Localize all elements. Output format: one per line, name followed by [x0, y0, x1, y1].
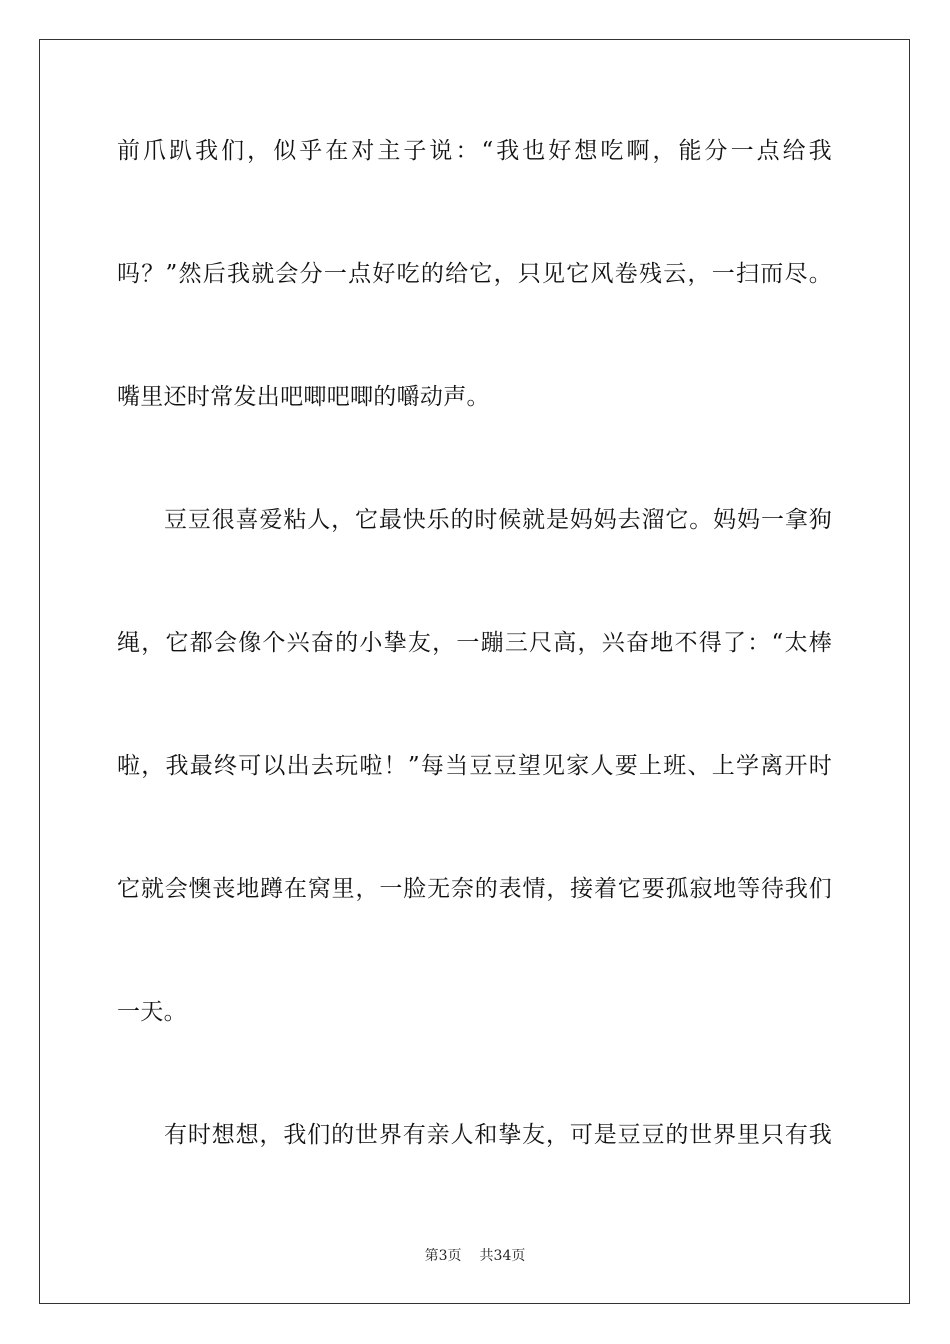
text-line-7: 它就会懊丧地蹲在窝里，一脸无奈的表情，接着它要孤寂地等待我们	[117, 876, 832, 902]
text-line-5: 绳，它都会像个兴奋的小挚友，一蹦三尺高，兴奋地不得了：“太棒	[117, 630, 832, 656]
text-line-9: 有时想想，我们的世界有亲人和挚友，可是豆豆的世界里只有我	[164, 1122, 832, 1148]
text-line-8: 一天。	[117, 999, 187, 1025]
page-footer	[0, 1247, 950, 1265]
page-border	[39, 39, 910, 1304]
text-line-4: 豆豆很喜爱粘人，它最快乐的时候就是妈妈去溜它。妈妈一拿狗	[164, 507, 832, 533]
text-line-2: 吗？”然后我就会分一点好吃的给它，只见它风卷残云，一扫而尽。	[117, 261, 832, 287]
text-line-1: 前爪趴我们，似乎在对主子说：“我也好想吃啊，能分一点给我	[117, 138, 832, 164]
page-number: 第3页	[424, 1248, 462, 1264]
text-line-3: 嘴里还时常发出吧唧吧唧的嚼动声。	[117, 384, 490, 410]
text-line-6: 啦，我最终可以出去玩啦！”每当豆豆望见家人要上班、上学离开时	[117, 753, 832, 779]
total-pages: 共34页	[479, 1248, 526, 1264]
